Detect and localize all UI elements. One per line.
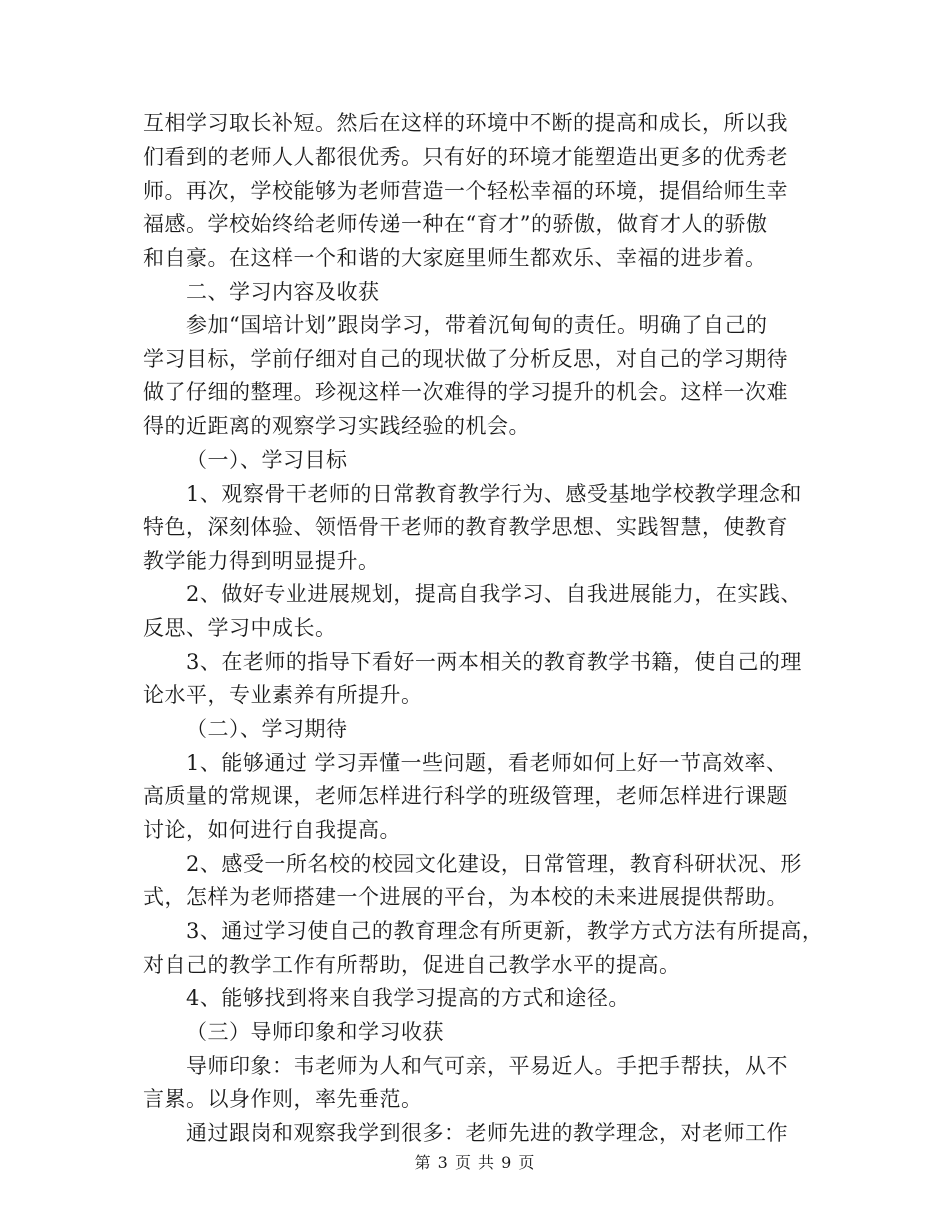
subsection-heading: （二）、学习期待	[186, 717, 348, 741]
section-heading: 二、学习内容及收获	[186, 280, 380, 304]
text-line: 教学能力得到明显提升。	[143, 549, 380, 573]
text-line: 式，怎样为老师搭建一个进展的平台，为本校的未来进展提供帮助。	[143, 885, 788, 909]
text-line: 们看到的老师人人都很优秀。只有好的环境才能塑造出更多的优秀老	[143, 145, 788, 169]
subsection-heading: （三）导师印象和学习收获	[186, 1020, 444, 1044]
subsection-heading: （一）、学习目标	[186, 448, 348, 472]
text-line: 论水平，专业素养有所提升。	[143, 683, 423, 707]
text-line: 和自豪。在这样一个和谐的大家庭里师生都欢乐、幸福的进步着。	[143, 246, 767, 270]
text-line: 言累。以身作则，率先垂范。	[143, 1087, 423, 1111]
text-line: 做了仔细的整理。珍视这样一次难得的学习提升的机会。这样一次难	[143, 380, 788, 404]
text-line: 2、感受一所名校的校园文化建设，日常管理，教育科研状况、形	[186, 852, 802, 876]
text-line: 1、能够通过 学习弄懂一些问题，看老师如何上好一节高效率、	[186, 751, 788, 775]
text-line: 特色，深刻体验、领悟骨干老师的教育教学思想、实践智慧，使教育	[143, 515, 788, 539]
text-line: 1、观察骨干老师的日常教育教学行为、感受基地学校教学理念和	[186, 482, 802, 506]
text-line: 师。再次，学校能够为老师营造一个轻松幸福的环境，提倡给师生幸	[143, 179, 788, 203]
text-line: 得的近距离的观察学习实践经验的机会。	[143, 414, 530, 438]
text-line: 通过跟岗和观察我学到很多：老师先进的教学理念，对老师工作	[186, 1121, 788, 1145]
text-line: 福感。学校始终给老师传递一种在“育才”的骄傲，做育才人的骄傲	[143, 212, 768, 236]
text-line: 4、能够找到将来自我学习提高的方式和途径。	[186, 986, 630, 1010]
page-number-footer: 第 3 页 共 9 页	[414, 1153, 536, 1172]
text-line: 导师印象：韦老师为人和气可亲，平易近人。手把手帮扶，从不	[186, 1054, 788, 1078]
text-line: 反思、学习中成长。	[143, 616, 337, 640]
text-line: 互相学习取长补短。然后在这样的环境中不断的提高和成长，所以我	[143, 111, 788, 135]
text-line: 参加“国培计划”跟岗学习，带着沉甸甸的责任。明确了自己的	[186, 313, 768, 337]
text-line: 3、在老师的指导下看好一两本相关的教育教学书籍，使自己的理	[186, 650, 802, 674]
text-line: 高质量的常规课，老师怎样进行科学的班级管理，老师怎样进行课题	[143, 784, 788, 808]
text-line: 讨论，如何进行自我提高。	[143, 818, 401, 842]
text-line: 3、通过学习使自己的教育理念有所更新，教学方式方法有所提高，	[186, 919, 824, 943]
text-line: 学习目标，学前仔细对自己的现状做了分析反思，对自己的学习期待	[143, 347, 788, 371]
text-line: 2、做好专业进展规划，提高自我学习、自我进展能力，在实践、	[186, 582, 802, 606]
text-line: 对自己的教学工作有所帮助，促进自己教学水平的提高。	[143, 953, 681, 977]
